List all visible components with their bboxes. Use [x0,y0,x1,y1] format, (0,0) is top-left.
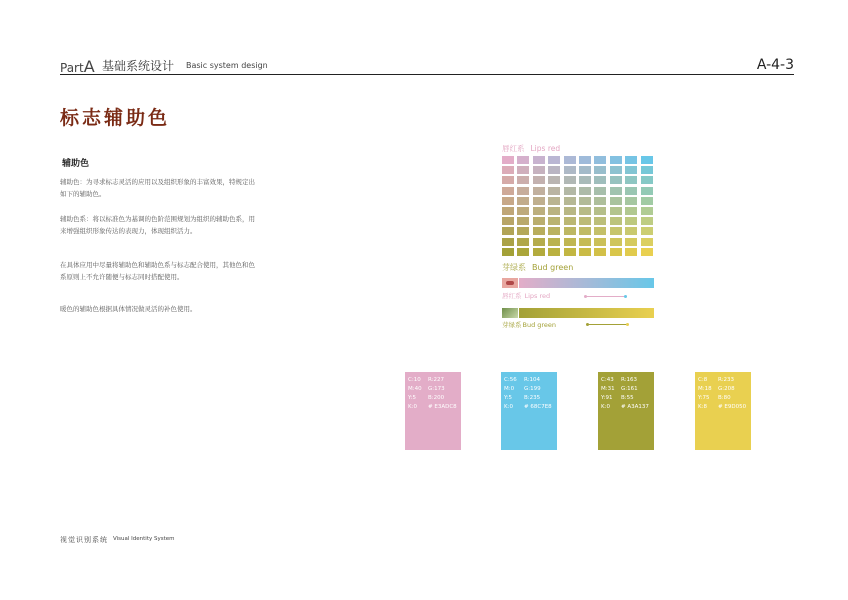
grid-swatch-cell [533,207,545,215]
lips-bar-cn: 唇红系 [502,292,522,300]
grid-swatch-cell [564,217,576,225]
grid-swatch-cell [641,197,653,205]
rgb-b: B:200 [428,395,445,401]
grid-swatch-cell [579,248,591,256]
cmyk-y: Y:5 [408,395,416,401]
cmyk-m: M:40 [408,386,422,392]
lips-bar-label [502,291,550,300]
grid-swatch-cell [579,156,591,164]
grid-swatch-cell [548,238,560,246]
grid-swatch-cell [594,217,606,225]
grid-swatch-cell [548,156,560,164]
grid-swatch-cell [517,227,529,235]
color-gradient-grid [502,156,654,258]
rgb-g: G:173 [428,386,445,392]
grid-swatch-cell [625,227,637,235]
lips-series-en: Lips red [530,144,561,153]
swatch-bud-olive [598,372,654,450]
grid-swatch-cell [610,197,622,205]
grid-swatch-cell [533,238,545,246]
paragraph-2: 辅助色系：将以标准色为基调的色阶范围规划为组织的辅助色系，用来增强组织形象传达的表现力，体现组织活力。 [60,215,255,235]
rgb-g: G:161 [621,386,638,392]
grid-swatch-cell [625,166,637,174]
grid-swatch-cell [594,166,606,174]
grid-swatch-cell [564,166,576,174]
grid-swatch-cell [594,248,606,256]
cmyk-y: Y:5 [504,395,512,401]
swatch-lips-pink [405,372,461,450]
grid-swatch-cell [533,176,545,184]
bud-gradient-bar [519,308,654,318]
grid-swatch-cell [564,176,576,184]
bud-slider-start-dot [586,323,589,326]
hex-code: # E9D050 [718,404,747,410]
grid-swatch-cell [610,156,622,164]
grid-swatch-cell [610,227,622,235]
grid-swatch-cell [641,217,653,225]
rgb-r: R:233 [718,377,735,383]
cmyk-m: M:18 [698,386,712,392]
grid-swatch-cell [564,227,576,235]
lips-photo-thumb [502,278,518,288]
grid-swatch-cell [610,207,622,215]
grid-swatch-cell [625,197,637,205]
grid-swatch-cell [610,187,622,195]
grid-swatch-cell [641,166,653,174]
part-prefix: Part [60,61,84,75]
cmyk-y: Y:75 [698,395,710,401]
header-title-cn: 基础系统设计 [102,59,175,73]
rgb-g: G:199 [524,386,541,392]
rgb-r: R:104 [524,377,541,383]
grid-swatch-cell [564,156,576,164]
grid-swatch-cell [533,156,545,164]
grid-swatch-cell [548,217,560,225]
bud-slider-end-dot [626,323,629,326]
grid-swatch-cell [502,227,514,235]
grid-swatch-cell [625,248,637,256]
hex-code: # 68C7E8 [524,404,552,410]
grid-swatch-cell [594,227,606,235]
grid-swatch-cell [641,187,653,195]
grid-swatch-cell [533,166,545,174]
grid-swatch-cell [610,166,622,174]
grid-swatch-cell [579,176,591,184]
grid-swatch-cell [517,207,529,215]
bud-photo-thumb [502,308,518,318]
bud-series-cn: 芽绿系 [502,263,526,272]
grid-swatch-cell [594,238,606,246]
swatch-values [601,376,649,412]
grid-swatch-cell [564,197,576,205]
lips-slider-start-dot [584,295,587,298]
bud-bar-cn: 芽绿系 [502,321,522,329]
page-number: A-4-3 [756,57,794,73]
grid-swatch-cell [564,207,576,215]
grid-swatch-cell [641,227,653,235]
lips-slider-line [586,296,626,297]
grid-swatch-cell [579,166,591,174]
hex-code: # A3A137 [621,404,649,410]
grid-swatch-cell [641,176,653,184]
grid-swatch-cell [533,217,545,225]
paragraph-3: 在具体应用中尽量将辅助色和辅助色系与标志配合使用，其他色和色系原则上不允许随便与标志同时搭配使用。 [60,261,255,281]
footer-cn: 视觉识别系统 [60,536,108,544]
grid-swatch-cell [502,217,514,225]
rgb-r: R:227 [428,377,445,383]
grid-swatch-cell [517,187,529,195]
grid-swatch-cell [502,166,514,174]
swatch-values [408,376,457,412]
cmyk-k: K:0 [408,404,417,410]
swatch-values [698,376,746,412]
grid-swatch-cell [564,248,576,256]
lips-slider-end-dot [624,295,627,298]
page-title: 标志辅助色 [60,107,171,129]
grid-swatch-cell [625,187,637,195]
grid-swatch-cell [517,176,529,184]
bud-bar-en: Bud green [522,321,557,329]
cmyk-m: M:31 [601,386,615,392]
cmyk-c: C:8 [698,377,708,383]
grid-swatch-cell [517,197,529,205]
grid-swatch-cell [517,166,529,174]
part-letter: A [83,57,95,76]
grid-swatch-cell [594,176,606,184]
grid-swatch-cell [641,238,653,246]
grid-swatch-cell [502,176,514,184]
grid-swatch-cell [625,156,637,164]
cmyk-c: C:43 [601,377,614,383]
grid-swatch-cell [564,238,576,246]
grid-swatch-cell [548,227,560,235]
hex-code: # E3ADC8 [428,404,457,410]
paragraph-4: 暖色的辅助色根据具体情况做灵活的补色使用。 [60,305,197,313]
cmyk-k: K:8 [698,404,707,410]
grid-swatch-cell [502,156,514,164]
lips-icon [506,281,514,285]
grid-swatch-cell [502,248,514,256]
grid-swatch-cell [548,176,560,184]
grid-swatch-cell [625,207,637,215]
grid-swatch-cell [625,176,637,184]
section-title: 辅助色 [62,159,90,169]
cmyk-k: K:0 [601,404,610,410]
grid-swatch-cell [548,207,560,215]
lips-series-cn: 唇红系 [502,144,525,153]
cmyk-m: M:0 [504,386,515,392]
cmyk-c: C:56 [504,377,517,383]
grid-swatch-cell [564,187,576,195]
grid-swatch-cell [533,197,545,205]
grid-swatch-cell [548,197,560,205]
grid-swatch-cell [579,187,591,195]
swatch-lemon-yellow [695,372,751,450]
grid-swatch-cell [579,227,591,235]
grid-swatch-cell [548,248,560,256]
grid-swatch-cell [579,207,591,215]
bud-bar-label [502,320,556,329]
grid-swatch-cell [594,156,606,164]
cmyk-y: Y:91 [601,395,613,401]
grid-swatch-cell [625,217,637,225]
grid-swatch-cell [533,187,545,195]
grid-swatch-cell [641,248,653,256]
header-rule [60,74,794,75]
paragraph-1: 辅助色：为寻求标志灵活的应用以及组织形象的丰富效果，特规定出如下的辅助色。 [60,178,255,198]
rgb-b: B:55 [621,395,634,401]
rgb-g: G:208 [718,386,735,392]
grid-swatch-cell [502,187,514,195]
rgb-r: R:163 [621,377,638,383]
lips-series-label [502,143,560,154]
grid-swatch-cell [548,166,560,174]
header-title-en: Basic system design [186,61,268,70]
grid-swatch-cell [610,238,622,246]
grid-swatch-cell [533,248,545,256]
cmyk-k: K:0 [504,404,513,410]
rgb-b: B:235 [524,395,541,401]
lips-bar-en: Lips red [524,292,551,300]
bud-slider-line [588,324,628,325]
grid-swatch-cell [517,238,529,246]
grid-swatch-cell [579,217,591,225]
lips-gradient-bar [519,278,654,288]
grid-swatch-cell [579,238,591,246]
grid-swatch-cell [517,156,529,164]
footer-en: Visual Identity System [113,536,175,542]
rgb-b: B:80 [718,395,731,401]
grid-swatch-cell [517,248,529,256]
bud-series-label [502,262,573,273]
grid-swatch-cell [610,248,622,256]
grid-swatch-cell [594,207,606,215]
grid-swatch-cell [502,238,514,246]
cmyk-c: C:10 [408,377,421,383]
grid-swatch-cell [610,217,622,225]
grid-swatch-cell [533,227,545,235]
grid-swatch-cell [594,197,606,205]
grid-swatch-cell [641,207,653,215]
swatch-values [504,376,552,412]
grid-swatch-cell [502,207,514,215]
grid-swatch-cell [579,197,591,205]
swatch-sky-blue [501,372,557,450]
grid-swatch-cell [517,217,529,225]
grid-swatch-cell [548,187,560,195]
grid-swatch-cell [502,197,514,205]
grid-swatch-cell [641,156,653,164]
bud-series-en: Bud green [532,263,574,272]
grid-swatch-cell [625,238,637,246]
grid-swatch-cell [594,187,606,195]
grid-swatch-cell [610,176,622,184]
